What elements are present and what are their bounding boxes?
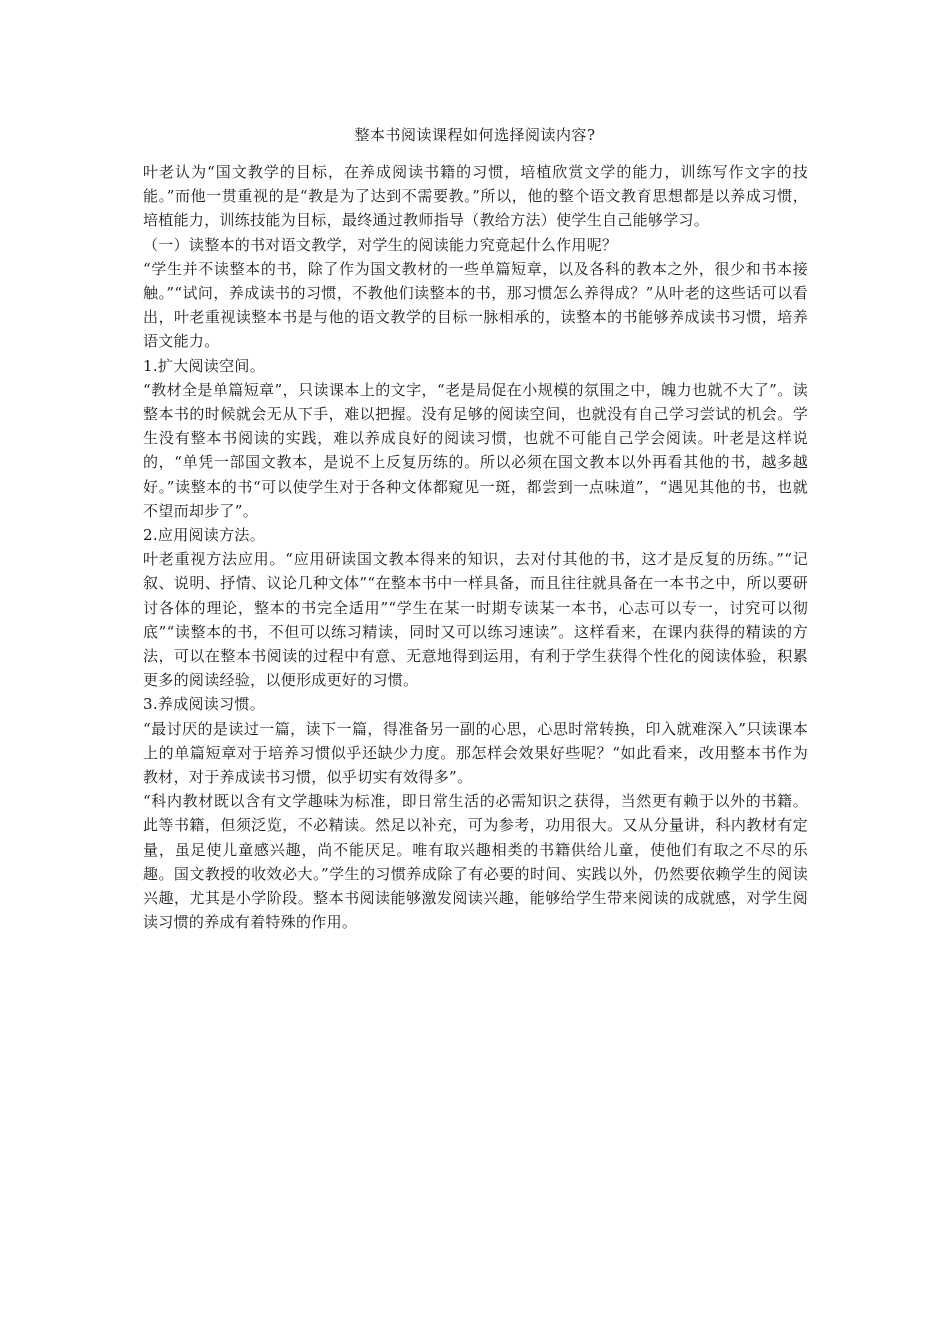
document-title: 整本书阅读课程如何选择阅读内容?: [354, 126, 596, 144]
subheading-form-reading-habits: 3.养成阅读习惯。: [143, 695, 266, 714]
document-body: [143, 160, 808, 935]
paragraph-expand-reading-space: “教材全是单篇短章”，只读课本上的文字，“老是局促在小规模的氛围之中，魄力也就不大了”。读整本书的时候就会无从下手，难以把握。没有足够的阅读空间，也就没有自己学习尝试的机会。学生没有整本书阅读的实践，难以养成良好的阅读习惯，也就不可能自己学会阅读。叶老是这样说的，“单凭一部国文教本，是说不上反复历练的。所以必须在国文教本以外再看其他的书，越多越好。”读整本的书“可以使学生对于各种文体都窥见一斑，都尝到一点味道”，“遇见其他的书，也就不望而却步了”。: [143, 380, 808, 520]
subheading-apply-reading-methods: 2.应用阅读方法。: [143, 526, 266, 545]
paragraph-reading-interest: “科内教材既以含有文学趣味为标准，即日常生活的必需知识之获得，当然更有赖于以外的书籍。此等书籍，但须泛览，不必精读。然足以补充，可为参考，功用很大。又从分量讲，科内教材有定量，虽足使儿童感兴趣，尚不能厌足。唯有取兴趣相类的书籍供给儿童，使他们有取之不尽的乐趣。国文教授的收效必大。”学生的习惯养成除了有必要的时间、实践以外，仍然要依赖学生的阅读兴趣，尤其是小学阶段。整本书阅读能够激发阅读兴趣，能够给学生带来阅读的成就感，对学生阅读习惯的养成有着特殊的作用。: [143, 792, 808, 932]
paragraph-apply-reading-methods: 叶老重视方法应用。“应用研读国文教本得来的知识，去对付其他的书，这才是反复的历练。”“记叙、说明、抒情、议论几种文体”“在整本书中一样具备，而且往往就具备在一本书之中，所以要研讨各体的理论，整本的书完全适用”“学生在某一时期专读某一本书，心志可以专一，讨究可以彻底”“读整本的书，不但可以练习精读，同时又可以练习速读”。这样看来，在课内获得的精读的方法，可以在整本书阅读的过程中有意、无意地得到运用，有利于学生获得个性化的阅读体验，积累更多的阅读经验，以便形成更好的习惯。: [143, 550, 808, 690]
paragraph-form-reading-habits: “最讨厌的是读过一篇，读下一篇，得准备另一副的心思，心思时常转换，印入就难深入”只读课本上的单篇短章对于培养习惯似乎还缺少力度。那怎样会效果好些呢？“如此看来，改用整本书作为教材，对于养成读书习惯，似乎切实有效得多”。: [143, 719, 808, 787]
paragraph-quote-students: “学生并不读整本的书，除了作为国文教材的一些单篇短章，以及各科的教本之外，很少和书本接触。”“试问，养成读书的习惯，不教他们读整本的书，那习惯怎么养得成？”从叶老的这些话可以看出，叶老重视读整本书是与他的语文教学的目标一脉相承的，读整本的书能够养成读书习惯，培养语文能力。: [143, 259, 808, 351]
subheading-expand-reading-space: 1.扩大阅读空间。: [143, 356, 266, 375]
paragraph-intro: 叶老认为“国文教学的目标，在养成阅读书籍的习惯，培植欣赏文学的能力，训练写作文字的技能。”而他一贯重视的是“教是为了达到不需要教。”所以，他的整个语文教育思想都是以养成习惯，培植能力，训练技能为目标，最终通过教师指导（教给方法）使学生自己能够学习。: [143, 163, 808, 230]
section-heading-one: （一）读整本的书对语文教学，对学生的阅读能力究竟起什么作用呢？: [143, 235, 618, 254]
